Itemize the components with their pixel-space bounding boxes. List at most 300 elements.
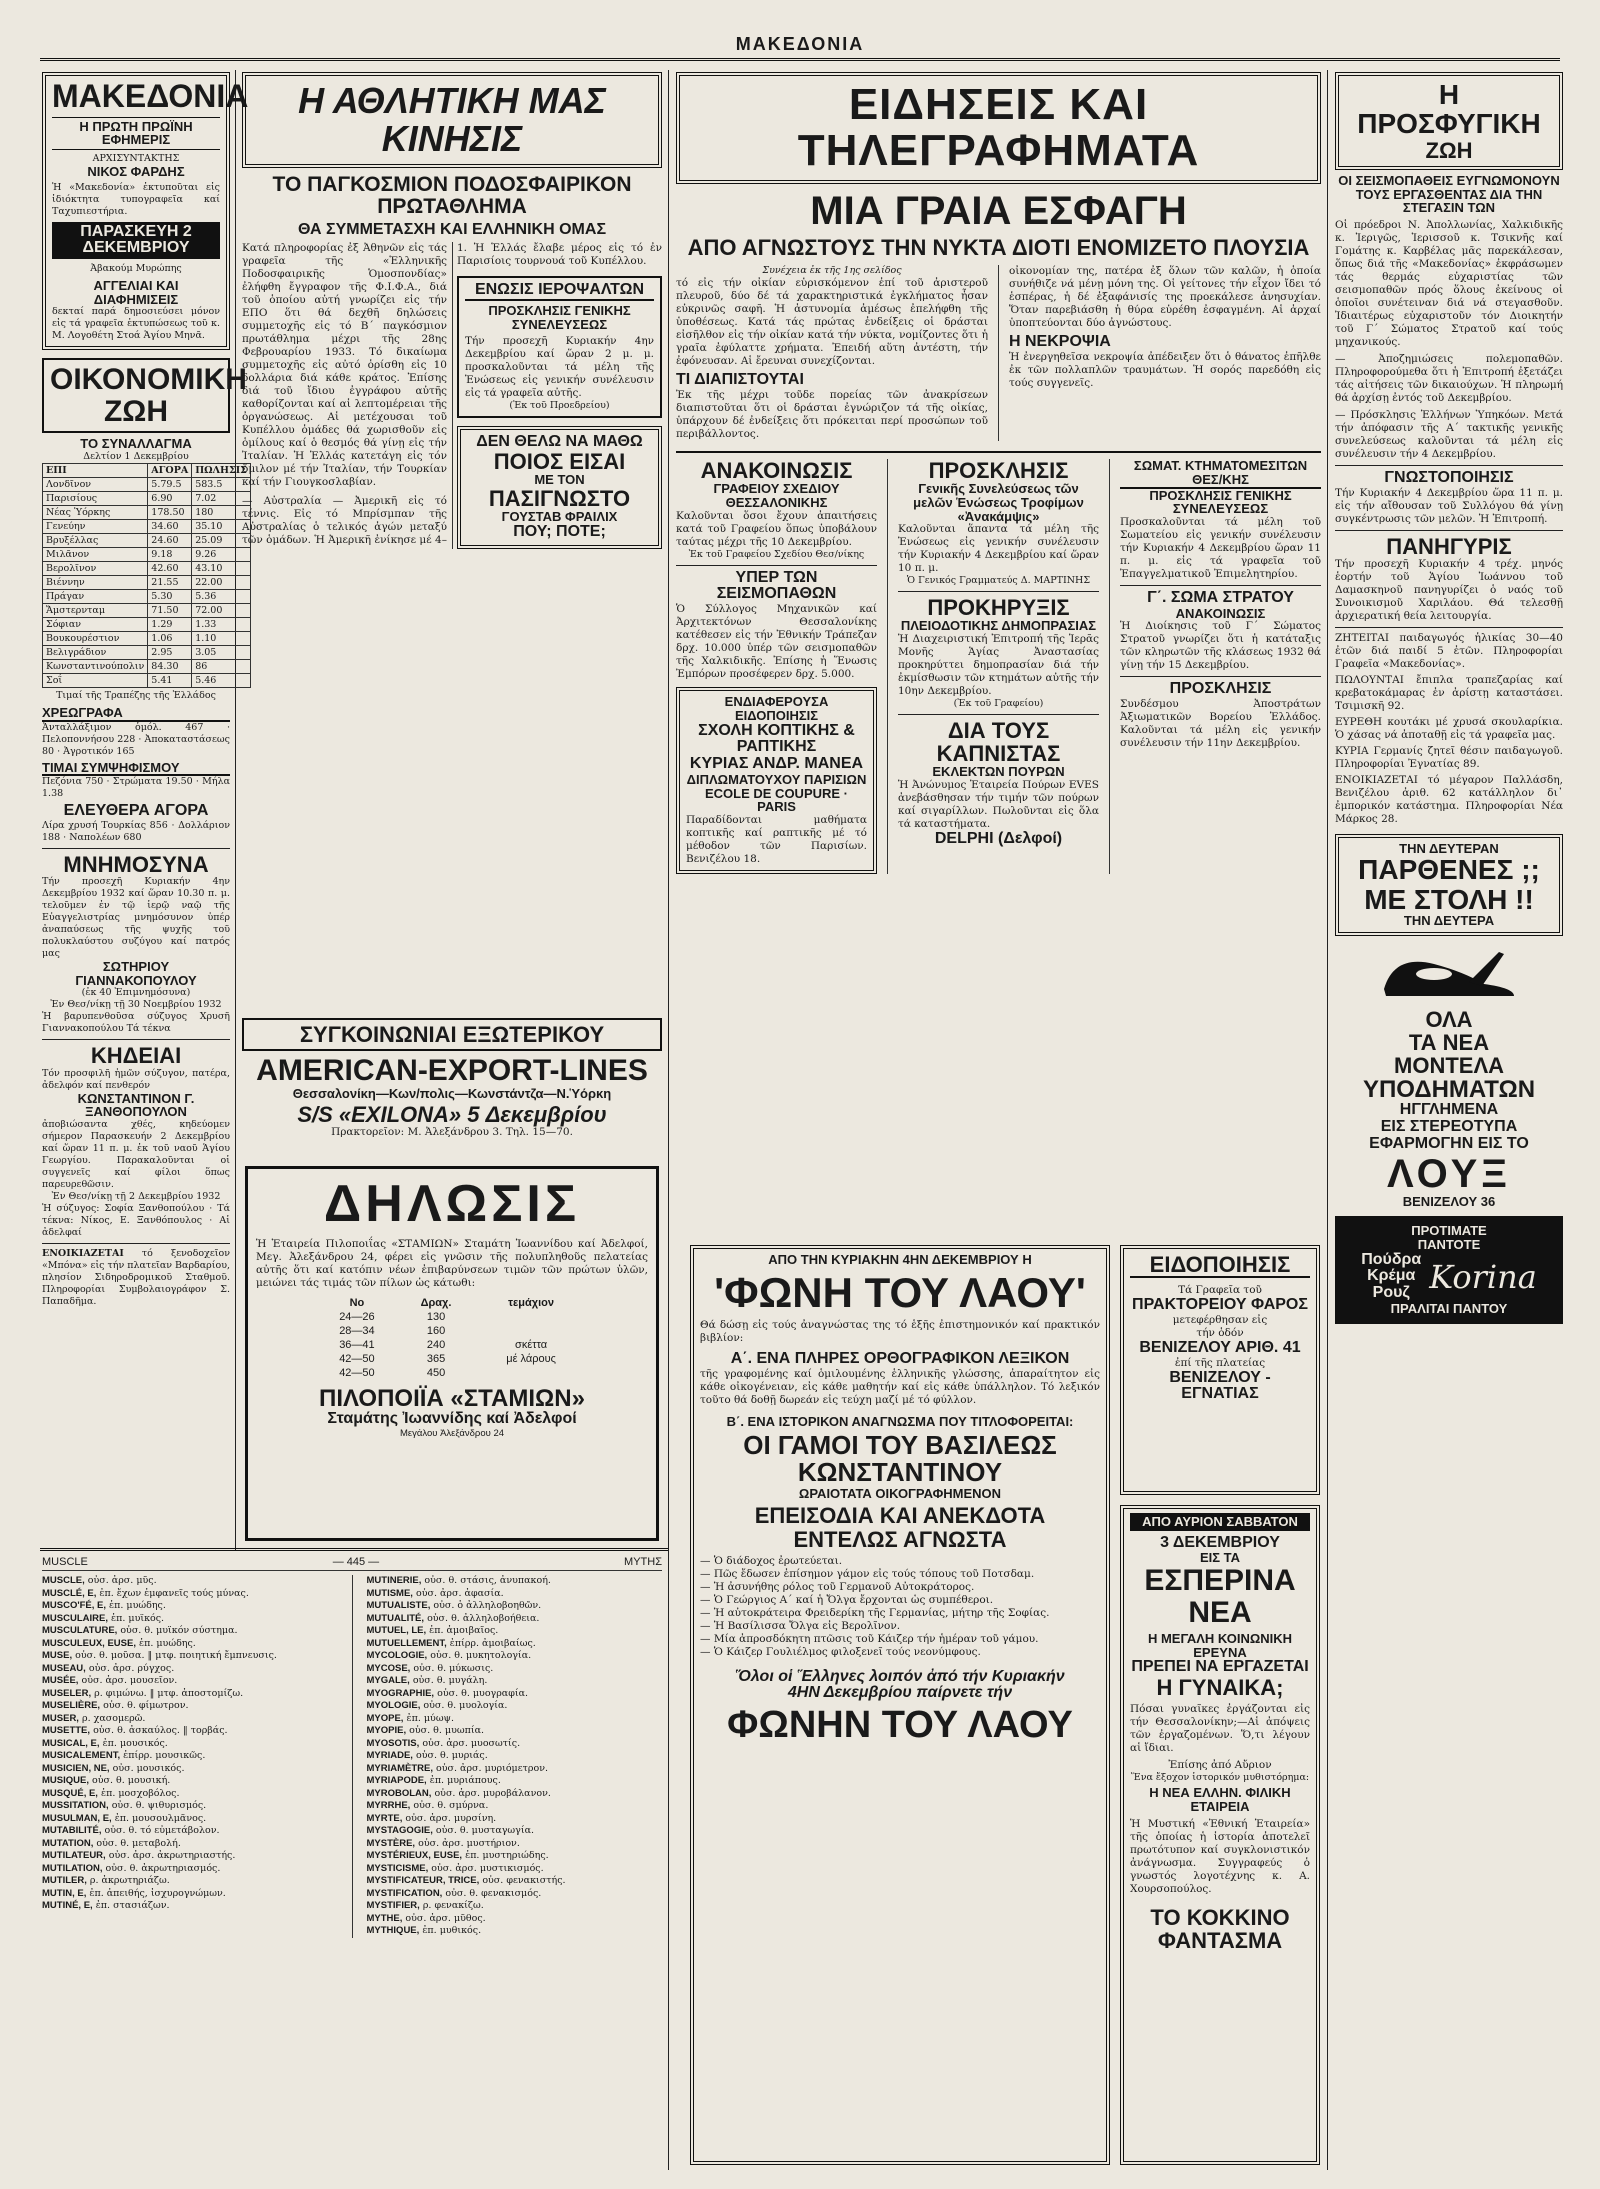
table-row — [43, 562, 251, 576]
dictionary-headword: MUSIQUE, — [42, 1775, 89, 1786]
dictionary-entry — [367, 1725, 663, 1738]
dictionary-definition: οὐσ. θ. στάσις, ἀνυπακοή. — [424, 1575, 551, 1586]
shoe-brand: ΛΟΥΞ — [1386, 1151, 1512, 1196]
evening-q1: ΠΡΕΠΕΙ ΝΑ ΕΡΓΑΖΕΤΑΙ — [1131, 1658, 1309, 1676]
exchange-subtitle: ΤΟ ΣΥΝΑΛΛΑΓΜΑ — [80, 436, 192, 452]
dictionary-headword: MYOLOGIE, — [366, 1700, 421, 1711]
dictionary-headword: MYTHIQUE, — [366, 1925, 420, 1936]
dictionary-headword: MUSER, — [42, 1712, 79, 1724]
dictionary-headword: MUSCULEUX, EUSE, — [42, 1637, 136, 1649]
hat-declaration-ad — [245, 1166, 659, 1541]
smokers-sub: ΕΚΛΕΚΤΩΝ ΠΟΥΡΩΝ — [932, 764, 1065, 780]
dictionary-definition: οὐσ. ἀρσ. μυστήριον. — [418, 1837, 520, 1849]
dictionary-definition: οὐσ. θ. μυολογία. — [423, 1700, 508, 1711]
economy-section — [42, 358, 247, 433]
table-cell: 1.06 — [148, 632, 192, 646]
dictionary-entry — [367, 1650, 663, 1663]
voice-of-people-ad — [690, 1245, 1110, 2165]
classified-lease: ΕΝΟΙΚΙΑΖΕΤΑΙ τό μέγαρον Παλλάσδη, Βενιζέλου ἀριθ. 62 κατάλληλον δι᾽ ἐμπορικόν κατάστημα. Πληροφορίαι Νέα Μάρκος 28. — [1335, 773, 1563, 825]
shipping-ship: S/S «EXILONA» 5 Δεκεμβρίου — [297, 1102, 607, 1128]
dictionary-headword: MUSSITATION, — [42, 1800, 109, 1811]
saint-of-day: Ἀβακούμ Μυρώπης — [90, 263, 182, 275]
invitation-title: ΠΡΟΣΚΛΗΣΙΣ — [928, 458, 1069, 484]
dictionary-definition: ἐπ. μυστηριώδης. — [465, 1850, 549, 1861]
dictionary-headword: MUSCLÉ, E, — [42, 1587, 97, 1599]
memorial-sub: (ἐκ 40 Ἐπιμνημόσυνα) — [81, 987, 191, 999]
sewing-line-3: ΚΥΡΙΑΣ ΑΝΔΡ. ΜΑΝΕΑ — [689, 755, 864, 773]
table-cell: 28—34 — [339, 1324, 375, 1337]
news-subhead: ΑΠΟ ΑΓΝΩΣΤΟΥΣ ΤΗΝ ΝΥΚΤΑ ΔΙΟΤΙ ΕΝΟΜΙΖΕΤΟ ΠΛΟΥΣΙΑ — [687, 235, 1310, 261]
announcements-left — [676, 459, 877, 874]
notices-text: Τήν Κυριακήν 4 Δεκεμβρίου ὥρα 11 π. μ. εἰς τήν αἴθουσαν τοῦ Συλλόγου θά γίνῃ συγκέντρωσις τῶν μελῶν. Ἡ Ἐπιτροπή. — [1335, 486, 1563, 525]
dictionary-definition: ἐπίρρ. ἀμοιβαίως. — [449, 1637, 536, 1649]
lease-heading: ΕΝΟΙΚΙΑΖΕΤΑΙ — [42, 1247, 124, 1259]
table-cell: 21.55 — [148, 576, 192, 590]
lease-notice — [42, 1248, 230, 1308]
shoe-line-1: ΟΛΑ — [1425, 1006, 1473, 1032]
table-cell: 9.26 — [192, 548, 251, 562]
agri-title: ΣΩΜΑΤ. ΚΤΗΜΑΤΟΜΕΣΙΤΩΝ ΘΕΣ/ΚΗΣ — [1120, 459, 1321, 488]
table-cell: μέ λάρους — [506, 1352, 556, 1365]
table-cell: Λονδῖνον — [43, 478, 148, 492]
lease-text: τό ξενοδοχεῖον «Μπόνα» εἰς τήν πλατεῖαν Βαρδαρίου, πλησίον Σιδηροδρομικοῦ Σταθμοῦ. Πληροφορίαι Συμβολαιογράφον Σ. Παπαδῆμα. — [42, 1247, 230, 1307]
table-cell: Γενεύην — [43, 520, 148, 534]
table-cell: 583.5 — [192, 478, 251, 492]
dictionary-definition: οὐσ. θ. μυκητολογία. — [430, 1650, 532, 1661]
dictionary-headword: MYSTIFICATION, — [366, 1887, 443, 1899]
shoe-line-2: ΤΑ ΝΕΑ — [1408, 1029, 1490, 1055]
prices-heading: ΤΙΜΑΙ ΣΥΜΨΗΦΙΣΜΟΥ — [42, 761, 230, 777]
table-row — [43, 660, 251, 674]
dictionary-entry — [367, 1663, 663, 1676]
ads-text: δεκταί παρά δημοσιεύσει μόνον εἰς τά γραφεῖα ἐκτυπώσεως τοῦ κ. Μ. Λογοθέτη Στοά Ἁγίου Μηνᾶ. — [52, 306, 220, 342]
riddle-ad — [457, 426, 662, 549]
dictionary-entry — [42, 1750, 338, 1763]
sewing-line-1: ΕΝΔΙΑΦΕΡΟΥΣΑ ΕΙΔΟΠΟΙΗΣΙΣ — [724, 694, 829, 723]
notices-title: ΓΝΩΣΤΟΠΟΙΗΣΙΣ — [1384, 468, 1514, 486]
column-divider — [668, 70, 669, 2170]
shoe-line-6: ΕΙΣ ΣΤΕΡΕΟΤΥΠΑ — [1380, 1118, 1518, 1136]
dictionary-entry — [367, 1825, 663, 1838]
ads-heading: ΑΓΓΕΛΙΑΙ ΚΑΙ ΔΙΑΦΗΜΙΣΕΙΣ — [93, 278, 179, 307]
dictionary-entry — [367, 1788, 663, 1801]
dictionary-headword: MYRIADE, — [366, 1750, 413, 1761]
column-divider — [1327, 70, 1328, 2170]
dictionary-headword: MYCOLOGIE, — [366, 1650, 428, 1661]
dictionary-headword: MYOSOTIS, — [366, 1737, 420, 1749]
refugee-banner — [1335, 72, 1563, 170]
dictionary-headword: MUSCO'FÉ, E, — [42, 1600, 107, 1611]
dictionary-headword: MUSCULATURE, — [42, 1625, 118, 1636]
sewing-line-5: ECOLE DE COUPURE · PARIS — [704, 785, 848, 815]
riddle-line-2: ΠΟΙΟΣ ΕΙΣΑΙ — [493, 449, 626, 475]
nameplate-title: ΜΑΚΕΔΟΝΙΑ — [52, 78, 249, 114]
dictionary-definition: οὐσ. θ. μυογραφία. — [437, 1687, 529, 1699]
exchange-header: ΠΩΛΗΣΙΣ — [192, 464, 251, 478]
table-cell: 43.10 — [192, 562, 251, 576]
nameplate — [42, 72, 249, 350]
evening-to: ΕΙΣ ΤΑ — [1199, 1550, 1241, 1566]
table-cell: 1.33 — [192, 618, 251, 632]
table-row — [43, 520, 251, 534]
dictionary-entry — [367, 1763, 663, 1776]
riddle-line-6: ΠΟΥ; ΠΟΤΕ; — [513, 522, 606, 540]
voice-title: 'ΦΩΝΗ ΤΟΥ ΛΑΟΥ' — [714, 1268, 1086, 1316]
dictionary-entry — [367, 1888, 663, 1901]
right-column — [1335, 72, 1563, 2172]
dictionary-definition: ἐπ. ἀπειθής, ἰσχυρογνώμων. — [89, 1887, 226, 1899]
dictionary-entry — [42, 1600, 338, 1613]
table-cell: 84.30 — [148, 660, 192, 674]
shoe-icon — [1374, 944, 1524, 1004]
refugee-text-2: — Ἀποζημιώσεις πολεμοπαθῶν. Πληροφορούμεθα ὅτι ἡ Ἐπιτροπή ἐξετάζει τάς αἰτήσεις τῶν δικαιούχων. Ἡ πληρωμή θά ἀρχίσῃ ἐντός τοῦ Δεκεμβρίου. — [1335, 352, 1563, 404]
dictionary-definition: ἐπ. μοσχοβόλος. — [100, 1787, 180, 1799]
dictionary-entry — [42, 1888, 338, 1901]
refugee-title: Η ΠΡΟΣΦΥΓΙΚΗ — [1357, 79, 1541, 140]
faros-title: ΕΙΔΟΠΟΙΗΣΙΣ — [1130, 1253, 1310, 1278]
dictionary-headword: MUTUELLEMENT, — [366, 1637, 447, 1649]
funeral-body: ἀποβιώσαντα χθές, κηδεύομεν σήμερον Παρασκευήν 2 Δεκεμβρίου καί ὥραν 11 π. μ. ἐκ τοῦ ναοῦ Ἁγίου Γεωργίου. Παρακαλοῦνται οἱ συγγενεῖς καί φίλοι ὅπως παρευρεθῶσιν. — [42, 1118, 230, 1190]
table-cell: 36—41 — [339, 1338, 375, 1351]
table-row — [43, 632, 251, 646]
table-row — [43, 674, 251, 688]
table-cell: Μιλᾶνον — [43, 548, 148, 562]
declaration-title: ΔΗΛΩΣΙΣ — [323, 1175, 581, 1233]
table-cell: 5.79.5 — [148, 478, 192, 492]
declaration-price-table — [315, 1296, 589, 1380]
dictionary-definition: οὐσ. θ. τό εὐμετάβολον. — [104, 1825, 220, 1836]
shoe-ad — [1335, 944, 1563, 1209]
evening-title: ΕΣΠΕΡΙΝΑ ΝΕΑ — [1144, 1564, 1296, 1629]
refugee-text-3: — Πρόσκλησις Ἑλλήνων Ὑπηκόων. Μετά τήν ἀπόφασιν τῆς Α΄ τακτικῆς γενικῆς συνελεύσεως καλοῦνται τά μέλη εἰς συνέλευσιν τήν 4 Δεκεμβρίου. — [1335, 408, 1563, 460]
dictionary-headword: MUSCULAIRE, — [42, 1612, 108, 1624]
shipping-route: Θεσσαλονίκη—Κων/πολις—Κωνστάντζα—Ν.Ὑόρκη — [292, 1085, 612, 1101]
dictionary-definition: ἐπ. μουσικός. — [102, 1737, 168, 1749]
dictionary-entry — [42, 1800, 338, 1813]
chanters-title: ΕΝΩΣΙΣ ΙΕΡΟΨΑΛΤΩΝ — [465, 282, 654, 301]
refugee-title-2: ΖΩΗ — [1425, 137, 1473, 163]
prokiryxi-sign: (Ἐκ τοῦ Γραφείου) — [953, 698, 1044, 710]
shoe-line-3: ΜΟΝΤΕΛΑ — [1394, 1052, 1504, 1078]
dictionary-definition: ἐπ. μυριάπους. — [429, 1775, 501, 1786]
classified-lady: ΚΥΡΙΑ Γερμανίς ζητεῖ θέσιν παιδαγωγοῦ. Πληροφορίαι Ἐγνατίας 89. — [1335, 744, 1563, 770]
voice-pre: ΑΠΟ ΤΗΝ ΚΥΡΙΑΚΗΝ 4ΗΝ ΔΕΚΕΜΒΡΙΟΥ Η — [768, 1252, 1032, 1267]
dictionary-entry — [367, 1850, 663, 1863]
dictionary-entry — [42, 1738, 338, 1751]
dictionary-definition: οὐσ. θ. μυϊκόν σύστημα. — [120, 1625, 238, 1636]
memorial-date: Ἐν Θεσ/νίκῃ τῇ 30 Νοεμβρίου 1932 — [50, 999, 222, 1011]
chanters-text: Τήν προσεχῆ Κυριακήν 4ην Δεκεμβρίου καί ὥραν 2 μ. μ. προσκαλοῦνται τά μέλη τῆς Ἑνώσεως εἰς γενικήν συνέλευσιν εἰς τά γραφεῖα αὐτῆς. — [465, 334, 654, 399]
korina-line-2: ΠΑΝΤΟΤΕ — [1417, 1236, 1481, 1252]
dictionary-definition: οὐσ. θ. μύκωσις. — [413, 1662, 494, 1674]
dictionary-headword: MYROBOLAN, — [366, 1787, 432, 1799]
shipping-block — [242, 1018, 662, 1158]
faros-notice — [1120, 1245, 1320, 1495]
dictionary-entry — [42, 1700, 338, 1713]
dictionary-definition: οὐσ. θ. μεταβολή. — [96, 1837, 181, 1849]
editor-label: ΑΡΧΙΣΥΝΤΑΚΤΗΣ — [92, 152, 180, 164]
dictionary-entry — [367, 1588, 663, 1601]
news-text-1: τό εἰς τήν οἰκίαν εὑρισκόμενον ἐπί τοῦ ἀριστεροῦ πλευροῦ, δύο δέ τά χαρακτηριστικά ἐγκλήματος ἦσαν εὐκρινῶς σαφῆ. Ἡ ἀστυνομία ἀμέσως ἐπελήφθη τῆς ὑποθέσεως. Κατά τάς πρώτας ἐνδείξεις οἱ δράσται εἰσῆλθον εἰς τήν οἰκίαν κατά τήν νύκτα, νομίζοντες ὅτι ἡ γραῖα ἐφύλαττε χρήματα. Ἐπειδή αὕτη ἀντέστη, τήν ἐφόνευσαν. Αἱ ἔρευναι συνεχίζονται. — [676, 277, 988, 368]
table-cell: 86 — [192, 660, 251, 674]
sports-headline: ΤΟ ΠΑΓΚΟΣΜΙΟΝ ΠΟΔΟΣΦΑΙΡΙΚΟΝ ΠΡΩΤΑΘΛΗΜΑ — [272, 172, 632, 218]
dictionary-headword: MUSULMAN, E, — [42, 1812, 112, 1824]
editor-name: ΝΙΚΟΣ ΦΑΡΔΗΣ — [87, 163, 185, 179]
declaration-header: τεμάχιον — [508, 1296, 554, 1309]
evening-q2: Η ΓΥΝΑΙΚΑ; — [1156, 1675, 1284, 1701]
table-row — [43, 492, 251, 506]
sports-body-text-2: — Αὐστραλία — Ἀμερικῆ εἰς τό τέννις. Εἰς τό Μπρίσμπαν τῆς Αὐστραλίας ὁ τελικός ἀγών μεταξύ τῶν ὁμάδων. Ἡ Ἀμερικῆ ἐνίκησε μέ 4–1. Ἡ Ἑλλάς ἔλαβε μέρος εἰς τό ἐν Παρισίοις τουρνουά τοῦ Κυπέλλου. — [242, 242, 662, 547]
shoe-line-5: ΗΓΓΛΗΜΕΝΑ — [1399, 1101, 1499, 1119]
dictionary-definition: ἐπίρρ. μουσικῶς. — [123, 1750, 206, 1761]
dictionary-headword: MUSQUÉ, E, — [42, 1787, 98, 1799]
voice-items — [700, 1555, 1100, 1659]
earthquake-title: ΥΠΕΡ ΤΩΝ ΣΕΙΣΜΟΠΑΘΩΝ — [716, 568, 837, 603]
shoe-address: ΒΕΝΙΖΕΛΟΥ 36 — [1402, 1193, 1496, 1209]
refugee-sub: ΟΙ ΣΕΙΣΜΟΠΑΘΕΙΣ ΕΥΓΝΩΜΟΝΟΥΝ ΤΟΥΣ ΕΡΓΑΣΘΕΝΤΑΣ ΔΙΑ ΤΗΝ ΣΤΕΓΑΣΙΝ ΤΩΝ — [1338, 172, 1560, 216]
table-row — [43, 590, 251, 604]
corps-title: Γ΄. ΣΩΜΑ ΣΤΡΑΤΟΥ — [1147, 588, 1294, 606]
riddle-line-3: ΜΕ ΤΟΝ — [534, 472, 585, 488]
classified-wanted: ΖΗΤΕΙΤΑΙ παιδαγωγός ἡλικίας 30—40 ἐτῶν διά παιδί 5 ἐτῶν. Πληροφορίαι Γραφεῖα «Μακεδονίας». — [1335, 631, 1563, 670]
dictionary-headword: MYOGRAPHIE, — [366, 1687, 435, 1699]
table-cell: 178.50 — [148, 506, 192, 520]
dictionary-headword: MYRRHE, — [366, 1800, 411, 1811]
dictionary-headword: MYCOSE, — [366, 1662, 411, 1674]
dictionary-headword: MUTINERIE, — [366, 1575, 422, 1586]
announcement-text: Καλοῦνται ὅσοι ἔχουν ἀπαιτήσεις κατά τοῦ Γραφείου ὅπως ὑποβάλουν ταύτας μέχρι τῆς 10 Δεκεμβρίου. — [676, 509, 877, 548]
dictionary-definition: οὐσ. ἀρσ. μυοσωτίς. — [422, 1737, 521, 1749]
dictionary-entry — [367, 1600, 663, 1613]
exchange-bulletin: Δελτίον 1 Δεκεμβρίου — [83, 451, 189, 463]
korina-line-1: ΠΡΟΤΙΜΑΤΕ — [1411, 1223, 1487, 1239]
dictionary-headword: MYSTICISME, — [366, 1862, 429, 1874]
table-row — [43, 534, 251, 548]
invitation-sign: Ὁ Γενικός Γραμματεύς Δ. ΜΑΡΤΙΝΗΣ — [906, 575, 1091, 587]
dictionary-definition: οὐσ. φενακιστής. — [482, 1875, 566, 1886]
table-cell: 25.09 — [192, 534, 251, 548]
dictionary-entry — [367, 1925, 663, 1938]
table-cell: 160 — [426, 1324, 446, 1337]
list-item: — Ὁ Γεώργιος Α΄ καί ἡ Ὄλγα ἔρχονται ὡς συμπέθεροι. — [700, 1593, 994, 1606]
list-item: — Ὁ διάδοχος ἐρωτεύεται. — [700, 1554, 843, 1567]
evening-news-ad — [1120, 1505, 1320, 2165]
column-divider — [235, 70, 236, 1550]
announcements-far-right — [1120, 459, 1321, 874]
table-cell: 72.00 — [192, 604, 251, 618]
dictionary-entry — [367, 1700, 663, 1713]
news-headline: ΜΙΑ ΓΡΑΙΑ ΕΣΦΑΓΗ — [810, 189, 1187, 234]
sewing-school-ad — [676, 687, 877, 874]
table-cell: Σοΐ — [43, 674, 148, 688]
funeral-text: Τόν προσφιλῆ ἡμῶν σύζυγον, πατέρα, ἀδελφόν καί πενθερόν — [42, 1067, 230, 1091]
list-item: — Πῶς ἔδωσεν ἐπίσημον γάμον εἰς τούς τόπους τοῦ Ποτσδαμ. — [700, 1567, 1035, 1580]
bonds-text: Ἀνταλλάξιμον ὁμόλ. 467 · Πελοποννήσου 228 · Ἀποκαταστάσεως 80 · Ἀγροτικόν 165 — [42, 721, 230, 757]
dictionary-left-head: MUSCLE — [42, 1556, 88, 1568]
dictionary-entry — [367, 1613, 663, 1626]
dictionary-entry — [42, 1713, 338, 1726]
table-cell: 130 — [426, 1310, 446, 1323]
announcements-row — [676, 451, 1321, 874]
korina-line-5: Ρουζ — [1372, 1284, 1410, 1302]
dictionary-entry — [42, 1838, 338, 1851]
table-cell: 6.90 — [148, 492, 192, 506]
table-cell — [473, 1324, 589, 1338]
agri-sub: ΠΡΟΣΚΛΗΣΙΣ ΓΕΝΙΚΗΣ ΣΥΝΕΛΕΥΣΕΩΣ — [1149, 487, 1292, 517]
dictionary-entry — [367, 1675, 663, 1688]
dictionary-entry — [42, 1825, 338, 1838]
exchange-table — [42, 463, 251, 688]
dictionary-entry — [367, 1575, 663, 1588]
table-cell: σκέττα — [515, 1338, 548, 1351]
dictionary-headword: MUTILATEUR, — [42, 1850, 106, 1861]
faros-line-4: τήν ὁδόν — [1196, 1326, 1244, 1339]
chanters-sign: (Ἐκ τοῦ Προεδρείου) — [509, 399, 610, 411]
table-cell: Κωνσταντινούπολιν — [43, 660, 148, 674]
table-cell: Σόφιαν — [43, 618, 148, 632]
dictionary-page-number: — 445 — — [332, 1556, 380, 1568]
declaration-text: Ἡ Ἑταιρεία Πιλοποιΐας «ΣΤΑΜΙΩΝ» Σταμάτη Ἰωαννίδου καί Ἀδελφοί, Μεγ. Ἀλεξάνδρου 24, φέρει εἰς γνῶσιν τῆς πολυπληθοῦς πελατείας αὐτῆς ὅτι καί κατόπιν νέων ἐπιβαρύνσεων τιμῶν τῶν πρώτων ὑλῶν, μειώνει τάς τιμάς τῶν πίλων ὡς κάτωθι: — [256, 1237, 648, 1289]
table-cell: 3.05 — [192, 646, 251, 660]
dictionary-definition: οὐσ. ἀρσ. ἀφασία. — [415, 1587, 504, 1599]
faros-line-6: ἐπί τῆς πλατείας — [1174, 1356, 1266, 1369]
dictionary-entry — [367, 1625, 663, 1638]
table-cell: Νέας Ὑόρκης — [43, 506, 148, 520]
dictionary-page — [42, 1556, 662, 2176]
announcement-sub: ΓΡΑΦΕΙΟΥ ΣΧΕΔΙΟΥ ΘΕΣΣΑΛΟΝΙΚΗΣ — [713, 481, 840, 510]
voice-b-sub-2: ΕΠΕΙΣΟΔΙΑ ΚΑΙ ΑΝΕΚΔΟΤΑ ΕΝΤΕΛΩΣ ΑΓΝΩΣΤΑ — [754, 1503, 1046, 1552]
memorial-signed: Ἡ βαρυπενθοῦσα σύζυγος Χρυσῆ Γιαννακοπούλου Τά τέκνα — [42, 1011, 230, 1035]
table-cell: 42—50 — [339, 1366, 375, 1379]
dictionary-left-column — [42, 1575, 338, 1938]
virgins-pre: ΤΗΝ ΔΕΥΤΕΡΑΝ — [1399, 840, 1499, 856]
dictionary-headword: MUTIN, E, — [42, 1887, 87, 1899]
dictionary-entry — [367, 1638, 663, 1651]
news-col-2 — [1009, 265, 1321, 441]
page-masthead: ΜΑΚΕΔΟΝΙΑ — [735, 34, 865, 54]
dictionary-headword: MUTUEL, LE, — [366, 1625, 427, 1636]
dictionary-entry — [42, 1775, 338, 1788]
dictionary-definition: οὐσ. θ. ἀλληλοβοήθεια. — [427, 1612, 540, 1624]
earthquake-text: Ὁ Σύλλογος Μηχανικῶν καί Ἀρχιτεκτόνων Θεσσαλονίκης κατέθεσεν εἰς τήν Ἐθνικήν Τράπεζαν δρχ. 10.000 ὑπέρ τῶν σεισμοπαθῶν τῆς Χαλκιδικῆς. Ἐπίσης ἡ Ἕνωσις Ἐμπόρων προσέφερεν δρχ. 5.000. — [676, 603, 877, 681]
dictionary-definition: ρ. φιμώνω. ‖ μτφ. ἀποστομίζω. — [94, 1687, 244, 1699]
dictionary-entry — [367, 1688, 663, 1701]
dictionary-definition: ἐπ. μύωψ. — [406, 1712, 455, 1724]
virgins-line-2: ΜΕ ΣΤΟΛΗ !! — [1364, 883, 1534, 915]
announcement-sign: Ἐκ τοῦ Γραφείου Σχεδίου Θεσ/νίκης — [688, 548, 865, 560]
news-col-1 — [676, 265, 988, 441]
table-cell: 5.30 — [148, 590, 192, 604]
dictionary-headword: MUSE, — [42, 1650, 73, 1661]
table-cell: 365 — [426, 1352, 446, 1365]
evening-story: Η ΝΕΑ ΕΛΛΗΝ. ΦΙΛΙΚΗ ΕΤΑΙΡΕΙΑ — [1149, 1785, 1291, 1814]
table-row — [43, 548, 251, 562]
fair-text: Τήν προσεχῆ Κυριακήν 4 τρέχ. μηνός ἑορτήν τοῦ Ἁγίου Ἰωάννου τοῦ Δαμασκηνοῦ πανηγυρίζει ὁ ναός τοῦ Συνοικισμοῦ Χαριλάου. Θά τελεσθῇ ἀρχιερατική θεία λειτουργία. — [1335, 557, 1563, 622]
masthead-rule — [40, 58, 1560, 61]
sports-banner — [242, 72, 662, 168]
dictionary-entry — [42, 1725, 338, 1738]
dictionary-headword: MYGALE, — [366, 1675, 410, 1686]
news-text-3: Ἐκ τῆς μέχρι τοῦδε πορείας τῶν ἀνακρίσεων διαπιστοῦται ὅτι οἱ δράσται ἐγνώριζον τά τῆς οἰκίας, ὑπάρχουν δέ ἐνδείξεις ὅτι πρόκειται περί προσώπων τοῦ περιβάλλοντος. — [676, 389, 988, 441]
table-row — [315, 1324, 589, 1338]
table-cell: Βουκουρέστιον — [43, 632, 148, 646]
table-cell: 22.00 — [192, 576, 251, 590]
corps-text: Ἡ Διοίκησις τοῦ Γ΄ Σώματος Στρατοῦ γνωρίζει ὅτι ἡ κατάταξις τῶν κληρωτῶν τῆς κλάσεως 1932 θά γίνῃ τήν 15 Δεκεμβρίου. — [1120, 620, 1321, 672]
table-cell: Βελιγράδιον — [43, 646, 148, 660]
dictionary-entry — [42, 1813, 338, 1826]
dictionary-entry — [367, 1913, 663, 1926]
table-cell: Παρισίους — [43, 492, 148, 506]
dictionary-definition: οὐσ. θ. ψιθυρισμός. — [111, 1800, 207, 1811]
dictionary-entry — [42, 1675, 338, 1688]
table-cell: 5.46 — [192, 674, 251, 688]
dictionary-headword: MUSICIEN, NE, — [42, 1762, 110, 1774]
dictionary-body — [42, 1575, 662, 1938]
korina-line-4: Κρέμα — [1367, 1267, 1416, 1285]
korina-body — [1343, 1252, 1555, 1302]
dictionary-entry — [42, 1875, 338, 1888]
dictionary-definition: οὐσ. ἀρσ. μῦς. — [87, 1575, 157, 1586]
memorial-name: ΣΩΤΗΡΙΟΥ ΓΙΑΝΝΑΚΟΠΟΥΛΟΥ — [75, 959, 197, 988]
evening-date: 3 ΔΕΚΕΜΒΡΙΟΥ — [1160, 1533, 1280, 1551]
smokers-title: ΔΙΑ ΤΟΥΣ ΚΑΠΝΙΣΤΑΣ — [936, 718, 1061, 767]
shipping-office: Πρακτορεῖον: Μ. Ἀλεξάνδρου 3. Τηλ. 15—70. — [331, 1126, 573, 1139]
dictionary-definition: οὐσ. ἀρσ. μυριόμετρον. — [436, 1762, 549, 1774]
table-cell: 5.36 — [192, 590, 251, 604]
dictionary-definition: οὐσ. θ. μουσική. — [92, 1775, 171, 1786]
dictionary-headword: MYSTÉRIEUX, EUSE, — [366, 1850, 463, 1861]
dictionary-definition: οὐσ. θ. μυριάς. — [415, 1750, 488, 1761]
declaration-address: Μεγάλου Ἀλεξάνδρου 24 — [399, 1427, 505, 1439]
dictionary-entry — [367, 1775, 663, 1788]
bonds-heading: ΧΡΕΩΓΡΑΦΑ — [42, 706, 230, 722]
shipping-brand: AMERICAN-EXPORT-LINES — [256, 1054, 648, 1088]
left-column — [42, 72, 249, 1542]
dictionary-definition: ἐπ. μυώδης. — [109, 1600, 166, 1611]
korina-line-3: Πούδρα — [1361, 1250, 1422, 1268]
exchange-header: ΑΓΟΡΑ — [148, 464, 192, 478]
prokiryxi-text: Ἡ Διαχειριστική Ἐπιτροπή τῆς Ἱερᾶς Μονῆς Ἁγίας Ἀναστασίας προκηρύττει δημοπρασίαν διά τήν ἐκμίσθωσιν τῶν κτημάτων αὐτῆς τήν 10ην Δεκεμβρίου. — [898, 633, 1099, 698]
faros-line-1: Τά Γραφεῖα τοῦ — [1178, 1284, 1262, 1297]
sports-body — [242, 242, 662, 548]
dictionary-definition: οὐσ. θ. φίμωτρον. — [103, 1700, 189, 1711]
news-title: ΕΙΔΗΣΕΙΣ ΚΑΙ ΤΗΛΕΓΡΑΦΗΜΑΤΑ — [797, 80, 1200, 176]
dictionary-definition: ἐπ. ἔχων ἐμφανεῖς τούς μύνας. — [99, 1587, 249, 1599]
table-cell: 1.29 — [148, 618, 192, 632]
dictionary-right-head: ΜΥΤΗΣ — [624, 1556, 662, 1568]
voice-intro: Θά δώσῃ εἰς τούς ἀναγνώστας της τό ἑξῆς ἐπιστημονικόν καί πρακτικόν βιβλίον: — [700, 1318, 1100, 1344]
dictionary-headword: MUSÉE, — [42, 1675, 79, 1686]
table-cell: 71.50 — [148, 604, 192, 618]
table-cell: 7.02 — [192, 492, 251, 506]
dictionary-headword: MUSEAU, — [42, 1662, 86, 1674]
table-cell: Ἄμστερνταμ — [43, 604, 148, 618]
dictionary-entry — [367, 1813, 663, 1826]
dictionary-headword: MUTISME, — [366, 1587, 413, 1599]
sports-body-text: Κατά πληροφορίας ἐξ Ἀθηνῶν εἰς τάς γραφεῖα τῆς «Ἑλληνικῆς Ποδοσφαιρικῆς Ὁμοσπονδίας» ἐλήφθη ἔγγραφον τῆς Φ.Ι.Φ.Α., διά τοῦ ὁποίου αὐτή γνωρίζει εἰς τήν ΕΠΟ ὅτι θά δεχθῆ δηλώσεις συμμετοχῆς εἰς τό Β΄ παγκόσμιον πρωτάθλημα μέχρι τῆς 28ης Φεβρουαρίου 1933. Τό δικαίωμα συμμετοχῆς εἰς αὐτό ὁρίσθη εἰς 10 δολλάρια διά κάθε κράτος. Ἐπίσης διά τοῦ ἴδιου ἐγγράφου αὐτῆς καθορίζονται καί αἱ λεπτομέρειαι τῆς ὀργανώσεως. Αἱ μετέχουσαι τοῦ Κυπέλλου ὁμάδες θά χωρισθοῦν εἰς ὁμίλους καί ὁ θεσμός θά γίνῃ εἰς τήν Ἰταλίαν. Ἡ Ἑλλάς κατετάγη εἰς τόν ὅμιλον μέ τήν Ἰταλίαν, τήν Τουρκίαν καί τήν Γιουγκοσλαβίαν. — [242, 242, 447, 489]
dictionary-definition: οὐσ. ἀρσ. μυστικισμός. — [431, 1862, 544, 1874]
dictionary-entry — [367, 1738, 663, 1751]
evening-also: Ἐπίσης ἀπό Αὔριον — [1168, 1759, 1272, 1772]
evening-novel: ΤΟ ΚΟΚΚΙΝΟ ΦΑΝΤΑΣΜΑ — [1150, 1904, 1290, 1953]
dictionary-headword: MYSTIFIER, — [366, 1900, 420, 1911]
dictionary-headword: MYOPIE, — [366, 1725, 407, 1736]
table-row — [43, 618, 251, 632]
dictionary-definition: οὐσ. ὁ ἀλληλοβοηθῶν. — [433, 1600, 542, 1611]
table-cell: Βρυξέλλας — [43, 534, 148, 548]
dictionary-definition: ἐπ. μυθικός. — [422, 1925, 482, 1936]
korina-line-6: ΠΡΑΛΙΤΑΙ ΠΑΝΤΟΥ — [1390, 1300, 1508, 1316]
